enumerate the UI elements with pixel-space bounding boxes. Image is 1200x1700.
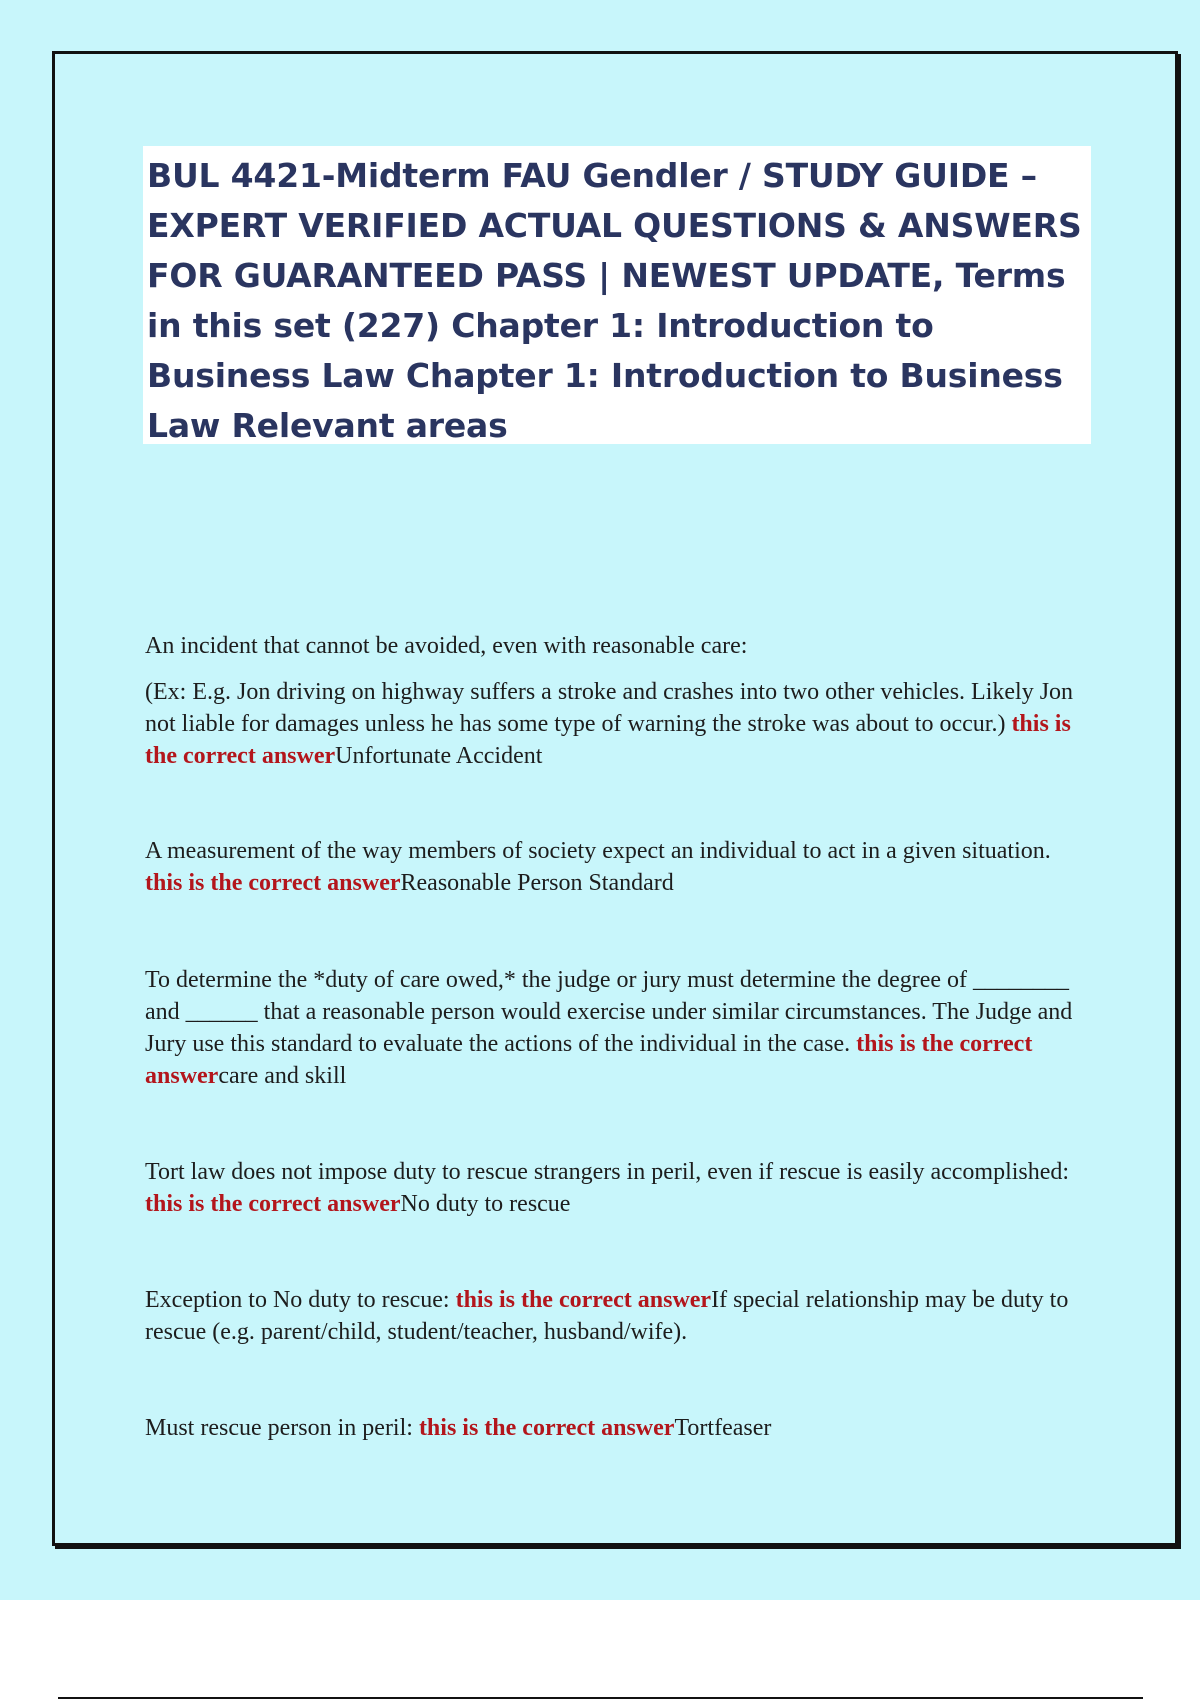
bottom-rule [58,1697,1143,1699]
qa-item [145,1284,1090,1348]
answer-marker: this is the correct answer [145,711,1071,769]
question-line [145,835,1090,899]
qa-item [145,630,1090,772]
document-title: BUL 4421-Midterm FAU Gendler / STUDY GUIDE – EXPERT VERIFIED ACTUAL QUESTIONS & ANSWERS FOR GUARANTEED PASS | NEWEST UPDATE, Terms in this set (227) Chapter 1: Introduction to Business Law Chapter 1: Introduction to Business Law Relevant areas [147,156,1082,445]
answer-marker: this is the correct answer [145,1031,1033,1089]
question-line [145,1412,1090,1444]
answer-text: No duty to rescue [400,1191,571,1217]
answer-marker: this is the correct answer [418,1415,675,1441]
question-line [145,964,1090,1092]
question-detail [145,676,1090,772]
question-text: To determine the *duty of care owed,* the judge or jury must determine the degree of ________ and ______ that a reasonable person would exercise under similar circumstances. The Judge and Jury use this standard to evaluate the actions of the individual in the case. [145,967,1073,1057]
question-text: An incident that cannot be avoided, even with reasonable care: [145,633,748,659]
answer-text: Reasonable Person Standard [400,870,674,896]
question-text: A measurement of the way members of society expect an individual to act in a given situation. [145,838,1051,864]
question-text: Tort law does not impose duty to rescue strangers in peril, even if rescue is easily accomplished: [145,1159,1070,1185]
question-line [145,1284,1090,1348]
question-line [145,1156,1090,1220]
answer-text: If special relationship may be duty to rescue (e.g. parent/child, student/teacher, husband/wife). [145,1287,1069,1345]
answer-marker: this is the correct answer [145,870,401,896]
question-text: Must rescue person in peril: [145,1415,419,1441]
answer-text: care and skill [218,1063,347,1089]
answer-text: Tortfeaser [674,1415,772,1441]
question-text: Exception to No duty to rescue: [145,1287,456,1313]
answer-marker: this is the correct answer [145,1191,401,1217]
answer-text: Unfortunate Accident [335,743,543,769]
qa-list [145,630,1090,1444]
detail-text: (Ex: E.g. Jon driving on highway suffers a stroke and crashes into two other vehicles. Likely Jon not liable for damages unless he has some type of warning the stroke was about to occur.) [145,679,1074,737]
qa-item [145,964,1090,1092]
qa-item [145,1412,1090,1444]
title-box [143,146,1091,444]
qa-item [145,835,1090,899]
answer-marker: this is the correct answer [455,1287,712,1313]
qa-item [145,1156,1090,1220]
